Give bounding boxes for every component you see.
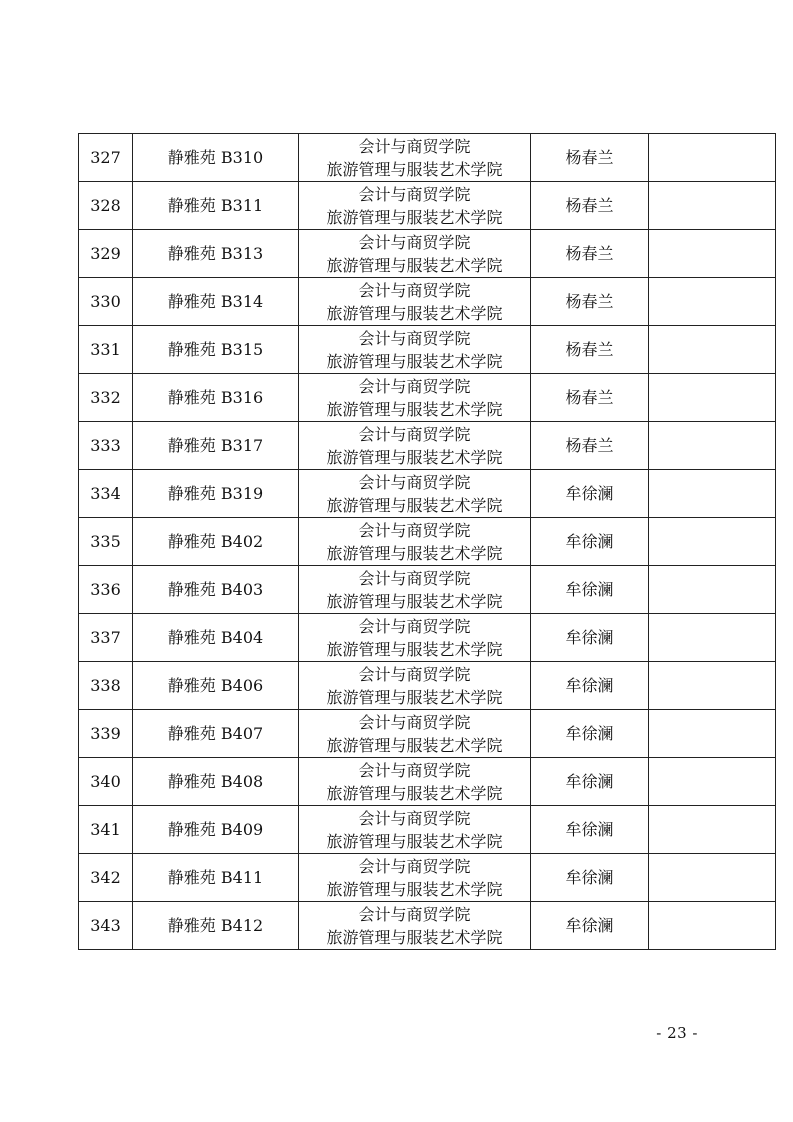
college-line-primary: 会计与商贸学院 [358,664,471,684]
college-line-secondary: 旅游管理与服装艺术学院 [326,543,503,563]
college-line-primary: 会计与商贸学院 [358,568,471,588]
person-cell: 杨春兰 [531,422,649,470]
college-line-secondary: 旅游管理与服装艺术学院 [326,783,503,803]
college-cell [299,326,531,374]
table-row [79,566,776,614]
note-cell [649,854,776,902]
row-number-cell: 332 [79,374,133,422]
note-cell [649,326,776,374]
table-row [79,326,776,374]
row-number-cell: 335 [79,518,133,566]
college-cell [299,422,531,470]
college-line-secondary: 旅游管理与服装艺术学院 [326,255,503,275]
person-cell: 杨春兰 [531,278,649,326]
college-cell [299,566,531,614]
college-cell [299,806,531,854]
person-cell: 牟徐澜 [531,902,649,950]
college-line-secondary: 旅游管理与服装艺术学院 [326,879,503,899]
college-line-primary: 会计与商贸学院 [358,328,471,348]
table-row [79,854,776,902]
college-line-primary: 会计与商贸学院 [358,472,471,492]
college-line-secondary: 旅游管理与服装艺术学院 [326,159,503,179]
college-line-secondary: 旅游管理与服装艺术学院 [326,927,503,947]
person-cell: 牟徐澜 [531,758,649,806]
room-cell: 静雅苑 B319 [133,470,299,518]
college-line-secondary: 旅游管理与服装艺术学院 [326,639,503,659]
college-line-primary: 会计与商贸学院 [358,808,471,828]
note-cell [649,806,776,854]
college-cell [299,374,531,422]
room-cell: 静雅苑 B412 [133,902,299,950]
college-line-secondary: 旅游管理与服装艺术学院 [326,687,503,707]
person-cell: 牟徐澜 [531,518,649,566]
college-line-primary: 会计与商贸学院 [358,232,471,252]
row-number-cell: 328 [79,182,133,230]
table-row [79,614,776,662]
table-row [79,374,776,422]
person-cell: 杨春兰 [531,326,649,374]
table-row [79,182,776,230]
row-number-cell: 339 [79,710,133,758]
college-cell [299,230,531,278]
row-number-cell: 343 [79,902,133,950]
row-number-cell: 340 [79,758,133,806]
note-cell [649,518,776,566]
table-row [79,758,776,806]
note-cell [649,134,776,182]
person-cell: 杨春兰 [531,182,649,230]
room-cell: 静雅苑 B408 [133,758,299,806]
college-line-secondary: 旅游管理与服装艺术学院 [326,447,503,467]
room-cell: 静雅苑 B313 [133,230,299,278]
row-number-cell: 331 [79,326,133,374]
college-line-secondary: 旅游管理与服装艺术学院 [326,495,503,515]
table-row [79,662,776,710]
college-cell [299,614,531,662]
note-cell [649,566,776,614]
table-body [79,134,776,950]
college-cell [299,902,531,950]
room-cell: 静雅苑 B315 [133,326,299,374]
table-row [79,422,776,470]
college-line-secondary: 旅游管理与服装艺术学院 [326,399,503,419]
person-cell: 牟徐澜 [531,806,649,854]
table-row [79,710,776,758]
college-line-secondary: 旅游管理与服装艺术学院 [326,303,503,323]
table-row [79,806,776,854]
row-number-cell: 327 [79,134,133,182]
college-line-primary: 会计与商贸学院 [358,760,471,780]
room-cell: 静雅苑 B310 [133,134,299,182]
person-cell: 牟徐澜 [531,470,649,518]
person-cell: 牟徐澜 [531,662,649,710]
room-cell: 静雅苑 B407 [133,710,299,758]
college-cell [299,710,531,758]
college-line-primary: 会计与商贸学院 [358,424,471,444]
college-line-secondary: 旅游管理与服装艺术学院 [326,591,503,611]
college-line-primary: 会计与商贸学院 [358,376,471,396]
table-row [79,518,776,566]
person-cell: 杨春兰 [531,230,649,278]
row-number-cell: 337 [79,614,133,662]
note-cell [649,758,776,806]
college-line-primary: 会计与商贸学院 [358,280,471,300]
dormitory-assignment-table [78,133,776,950]
row-number-cell: 342 [79,854,133,902]
row-number-cell: 333 [79,422,133,470]
note-cell [649,374,776,422]
table-row [79,470,776,518]
college-cell [299,470,531,518]
college-cell [299,518,531,566]
note-cell [649,710,776,758]
college-line-primary: 会计与商贸学院 [358,616,471,636]
room-cell: 静雅苑 B409 [133,806,299,854]
room-cell: 静雅苑 B311 [133,182,299,230]
college-cell [299,278,531,326]
person-cell: 牟徐澜 [531,854,649,902]
row-number-cell: 330 [79,278,133,326]
college-line-secondary: 旅游管理与服装艺术学院 [326,207,503,227]
room-cell: 静雅苑 B402 [133,518,299,566]
note-cell [649,230,776,278]
note-cell [649,614,776,662]
college-line-primary: 会计与商贸学院 [358,904,471,924]
person-cell: 牟徐澜 [531,566,649,614]
person-cell: 杨春兰 [531,374,649,422]
college-line-primary: 会计与商贸学院 [358,712,471,732]
page-number: - 23 - [656,1024,698,1042]
college-line-secondary: 旅游管理与服装艺术学院 [326,351,503,371]
college-cell [299,662,531,710]
college-cell [299,182,531,230]
person-cell: 牟徐澜 [531,614,649,662]
person-cell: 杨春兰 [531,134,649,182]
note-cell [649,470,776,518]
table-row [79,134,776,182]
row-number-cell: 341 [79,806,133,854]
room-cell: 静雅苑 B411 [133,854,299,902]
row-number-cell: 338 [79,662,133,710]
room-cell: 静雅苑 B404 [133,614,299,662]
person-cell: 牟徐澜 [531,710,649,758]
room-cell: 静雅苑 B316 [133,374,299,422]
note-cell [649,902,776,950]
note-cell [649,182,776,230]
college-cell [299,134,531,182]
table-row [79,230,776,278]
college-line-primary: 会计与商贸学院 [358,136,471,156]
table-row [79,278,776,326]
row-number-cell: 329 [79,230,133,278]
college-line-secondary: 旅游管理与服装艺术学院 [326,831,503,851]
note-cell [649,662,776,710]
room-cell: 静雅苑 B403 [133,566,299,614]
room-cell: 静雅苑 B317 [133,422,299,470]
college-line-secondary: 旅游管理与服装艺术学院 [326,735,503,755]
college-line-primary: 会计与商贸学院 [358,856,471,876]
table-row [79,902,776,950]
note-cell [649,278,776,326]
note-cell [649,422,776,470]
row-number-cell: 336 [79,566,133,614]
college-line-primary: 会计与商贸学院 [358,184,471,204]
college-cell [299,854,531,902]
room-cell: 静雅苑 B314 [133,278,299,326]
college-cell [299,758,531,806]
college-line-primary: 会计与商贸学院 [358,520,471,540]
room-cell: 静雅苑 B406 [133,662,299,710]
row-number-cell: 334 [79,470,133,518]
